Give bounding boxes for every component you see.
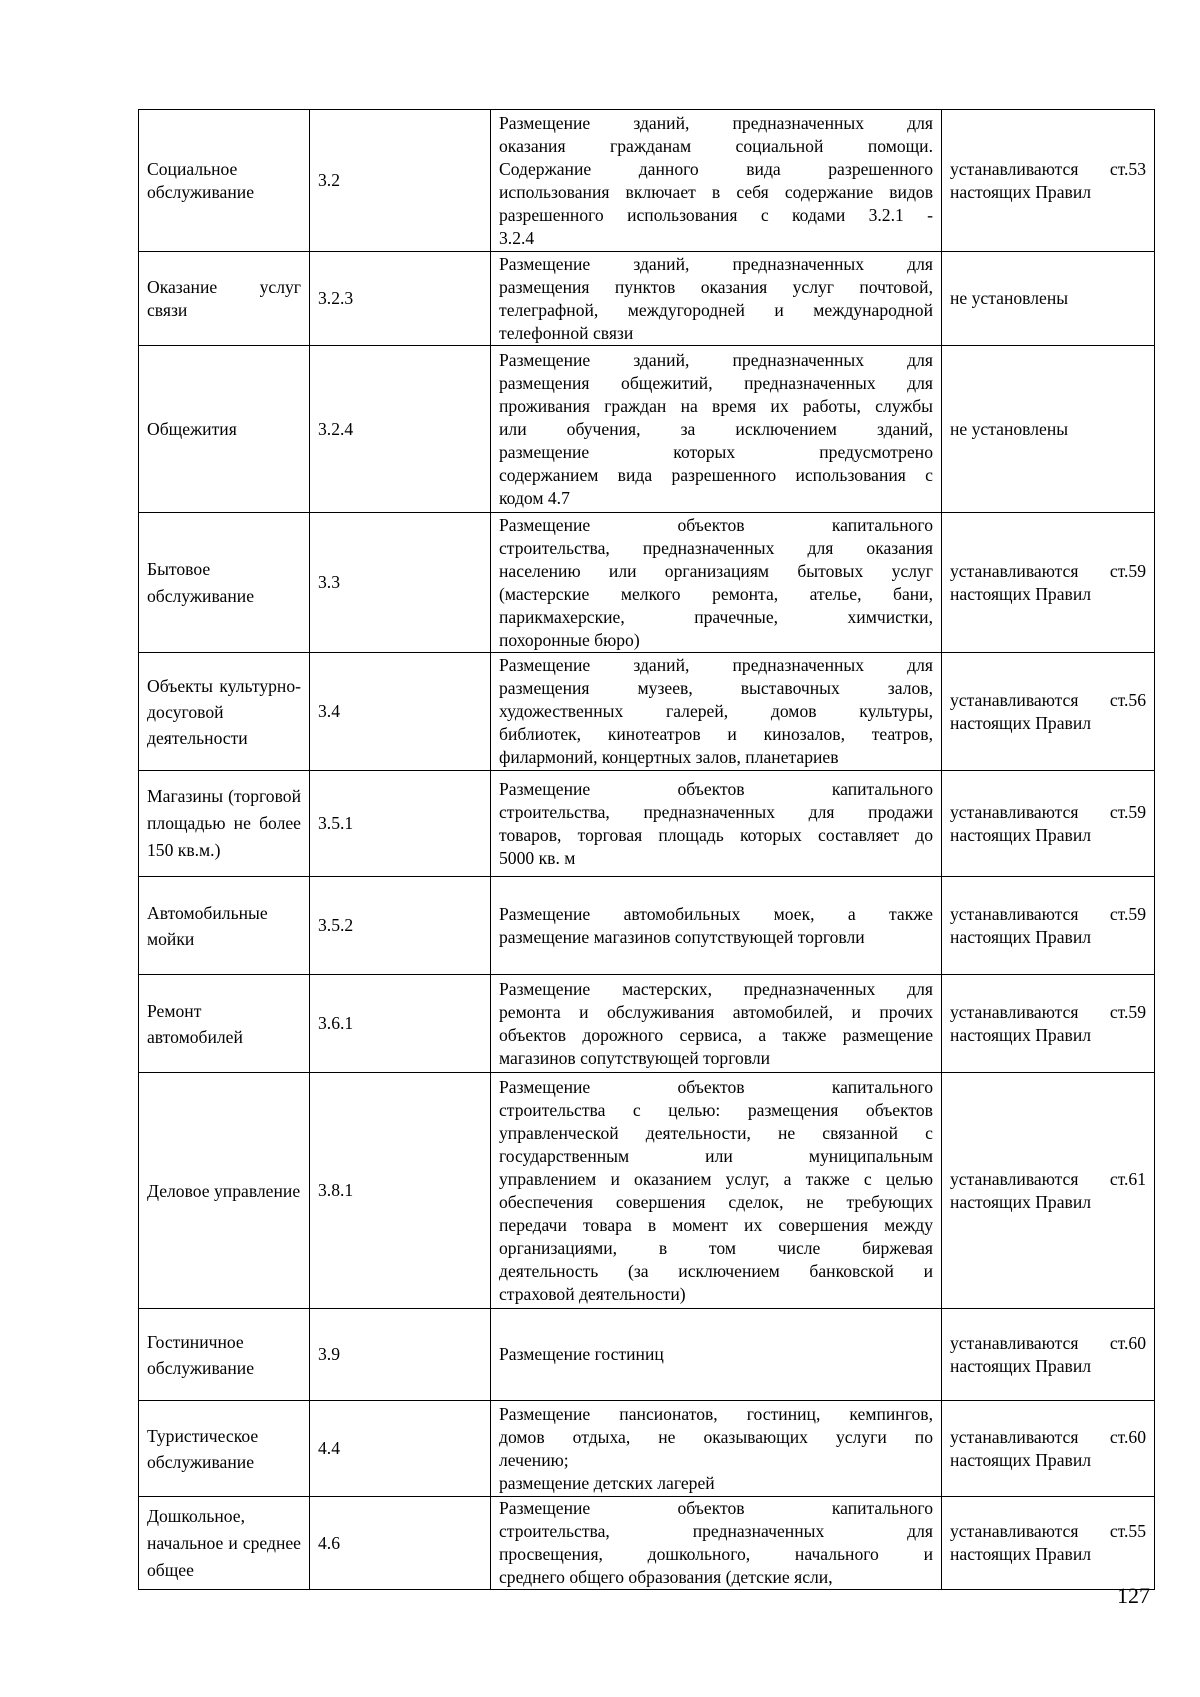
description-line: Размещение пансионатов, гостиниц, кемпингов,	[499, 1403, 933, 1424]
description-line: строительства, предназначенных для продажи	[499, 801, 933, 822]
use-type-parameters: устанавливаются ст.56 настоящих Правил	[942, 653, 1155, 771]
use-type-description	[491, 346, 942, 513]
table-row	[139, 1401, 1155, 1497]
description-line: телеграфной, междугородней и международной	[499, 299, 933, 320]
description-line: строительства, предназначенных для оказания	[499, 537, 933, 558]
description-line: филармоний, концертных залов, планетариев	[499, 747, 839, 767]
description-line: похоронные бюро)	[499, 629, 640, 650]
description-line: строительства, предназначенных для	[499, 1521, 933, 1541]
description-line: управленческой деятельности, не связанной с	[499, 1122, 933, 1143]
description-line: Размещение объектов капитального	[499, 514, 933, 535]
use-type-code: 3.4	[310, 653, 491, 771]
table-row	[139, 110, 1155, 252]
description-line: или обучения, за исключением зданий,	[499, 418, 933, 439]
description-line: домов отдыха, не оказывающих услуги по	[499, 1426, 933, 1447]
use-type-parameters: устанавливаются ст.61 настоящих Правил	[942, 1073, 1155, 1309]
description-line: обеспечения совершения сделок, не требующих	[499, 1191, 933, 1212]
use-type-description	[491, 1073, 942, 1309]
description-line: кодом 4.7	[499, 487, 570, 508]
use-type-code: 3.2.3	[310, 252, 491, 346]
use-type-name: Деловое управление	[139, 1073, 310, 1309]
description-line: содержанием вида разрешенного использования с	[499, 464, 933, 485]
description-line: Размещение зданий, предназначенных для	[499, 655, 933, 675]
use-type-description	[491, 1309, 942, 1401]
description-line: населению или организациям бытовых услуг	[499, 560, 933, 581]
description-line: среднего общего образования (детские ясли,	[499, 1567, 833, 1587]
use-type-code: 4.6	[310, 1497, 491, 1590]
use-type-name: Туристическое обслуживание	[139, 1401, 310, 1497]
use-type-code: 4.4	[310, 1401, 491, 1497]
use-type-description	[491, 513, 942, 653]
description-line: лечению;	[499, 1449, 569, 1470]
description-line: просвещения, дошкольного, начального и	[499, 1544, 933, 1564]
description-line: парикмахерские, прачечные, химчистки,	[499, 606, 933, 627]
use-type-description	[491, 771, 942, 877]
description-line: (мастерские мелкого ремонта, ателье, бани,	[499, 583, 933, 604]
use-type-name: Автомобильные мойки	[139, 877, 310, 975]
use-type-description	[491, 252, 942, 346]
description-line: разрешенного использования с кодами 3.2.1 -	[499, 204, 933, 225]
description-line: управлением и оказанием услуг, а также с целью	[499, 1168, 933, 1189]
use-type-code: 3.3	[310, 513, 491, 653]
description-line: оказания гражданам социальной помощи.	[499, 135, 933, 156]
use-type-parameters: устанавливаются ст.59 настоящих Правил	[942, 877, 1155, 975]
use-type-name: Дошкольное, начальное и среднее общее	[139, 1497, 310, 1590]
description-line: Размещение зданий, предназначенных для	[499, 253, 933, 274]
description-line: библиотек, кинотеатров и кинозалов, театров,	[499, 724, 933, 744]
table-row	[139, 975, 1155, 1073]
table-row	[139, 771, 1155, 877]
description-line: размещения общежитий, предназначенных для	[499, 372, 933, 393]
table-row	[139, 877, 1155, 975]
use-type-parameters: не установлены	[942, 252, 1155, 346]
use-type-parameters: устанавливаются ст.59 настоящих Правил	[942, 513, 1155, 653]
description-line: размещения пунктов оказания услуг почтовой,	[499, 276, 933, 297]
use-type-parameters: устанавливаются ст.53 настоящих Правил	[942, 110, 1155, 252]
use-type-description	[491, 1401, 942, 1497]
description-line: Размещение зданий, предназначенных для	[499, 112, 933, 133]
description-line: размещение детских лагерей	[499, 1472, 715, 1493]
table-row	[139, 1497, 1155, 1590]
use-type-parameters: устанавливаются ст.60 настоящих Правил	[942, 1401, 1155, 1497]
table-row	[139, 252, 1155, 346]
description-line: деятельность (за исключением банковской и	[499, 1260, 933, 1281]
use-type-description	[491, 877, 942, 975]
use-type-parameters: устанавливаются ст.59 настоящих Правил	[942, 771, 1155, 877]
use-type-parameters: не установлены	[942, 346, 1155, 513]
use-type-description	[491, 975, 942, 1073]
description-line: Размещение автомобильных моек, а также	[499, 903, 933, 924]
description-line: страховой деятельности)	[499, 1283, 686, 1304]
description-line: Содержание данного вида разрешенного	[499, 158, 933, 179]
use-type-code: 3.5.1	[310, 771, 491, 877]
use-type-parameters: устанавливаются ст.55 настоящих Правил	[942, 1497, 1155, 1590]
use-type-code: 3.6.1	[310, 975, 491, 1073]
use-type-parameters: устанавливаются ст.59 настоящих Правил	[942, 975, 1155, 1073]
use-type-description	[491, 110, 942, 252]
use-type-code: 3.2.4	[310, 346, 491, 513]
use-type-description	[491, 653, 942, 771]
use-type-description	[491, 1497, 942, 1590]
use-type-code: 3.8.1	[310, 1073, 491, 1309]
description-line: товаров, торговая площадь которых составляет до	[499, 824, 933, 845]
description-line: телефонной связи	[499, 322, 634, 343]
table-row	[139, 513, 1155, 653]
description-line: 5000 кв. м	[499, 847, 576, 868]
use-type-code: 3.2	[310, 110, 491, 252]
description-line: Размещение объектов капитального	[499, 1498, 933, 1518]
description-line: художественных галерей, домов культуры,	[499, 701, 933, 721]
use-type-code: 3.9	[310, 1309, 491, 1401]
description-line: размещения музеев, выставочных залов,	[499, 678, 933, 698]
description-line: государственным или муниципальным	[499, 1145, 933, 1166]
description-line: организациями, в том числе биржевая	[499, 1237, 933, 1258]
land-use-table	[138, 109, 1155, 1590]
description-line: строительства с целью: размещения объектов	[499, 1099, 933, 1120]
use-type-name: Бытовое обслуживание	[139, 513, 310, 653]
description-line: магазинов сопутствующей торговли	[499, 1047, 771, 1068]
description-line: проживания граждан на время их работы, службы	[499, 395, 933, 416]
description-line: Размещение объектов капитального	[499, 1076, 933, 1097]
use-type-name: Гостиничное обслуживание	[139, 1309, 310, 1401]
use-type-name: Социальное обслуживание	[139, 110, 310, 252]
description-line: Размещение гостиниц	[499, 1344, 664, 1364]
page-number: 127	[1117, 1583, 1150, 1608]
description-line: ремонта и обслуживания автомобилей, и прочих	[499, 1001, 933, 1022]
use-type-name: Магазины (торговой площадью не более 150 кв.м.)	[139, 771, 310, 877]
description-line: размещение магазинов сопутствующей торговли	[499, 926, 865, 947]
use-type-name: Ремонт автомобилей	[139, 975, 310, 1073]
use-type-code: 3.5.2	[310, 877, 491, 975]
description-line: объектов дорожного сервиса, а также размещение	[499, 1024, 933, 1045]
description-line: использования включает в себя содержание видов	[499, 181, 933, 202]
table-row	[139, 653, 1155, 771]
use-type-name: Общежития	[139, 346, 310, 513]
description-line: размещение которых предусмотрено	[499, 441, 933, 462]
table-row	[139, 346, 1155, 513]
use-type-name: Объекты культурно-досуговой деятельности	[139, 653, 310, 771]
use-type-parameters: устанавливаются ст.60 настоящих Правил	[942, 1309, 1155, 1401]
description-line: Размещение зданий, предназначенных для	[499, 349, 933, 370]
description-line: Размещение мастерских, предназначенных для	[499, 978, 933, 999]
table-row	[139, 1309, 1155, 1401]
description-line: 3.2.4	[499, 227, 535, 248]
table-row	[139, 1073, 1155, 1309]
description-line: Размещение объектов капитального	[499, 778, 933, 799]
use-type-name: Оказание услуг связи	[139, 252, 310, 346]
description-line: передачи товара в момент их совершения между	[499, 1214, 933, 1235]
